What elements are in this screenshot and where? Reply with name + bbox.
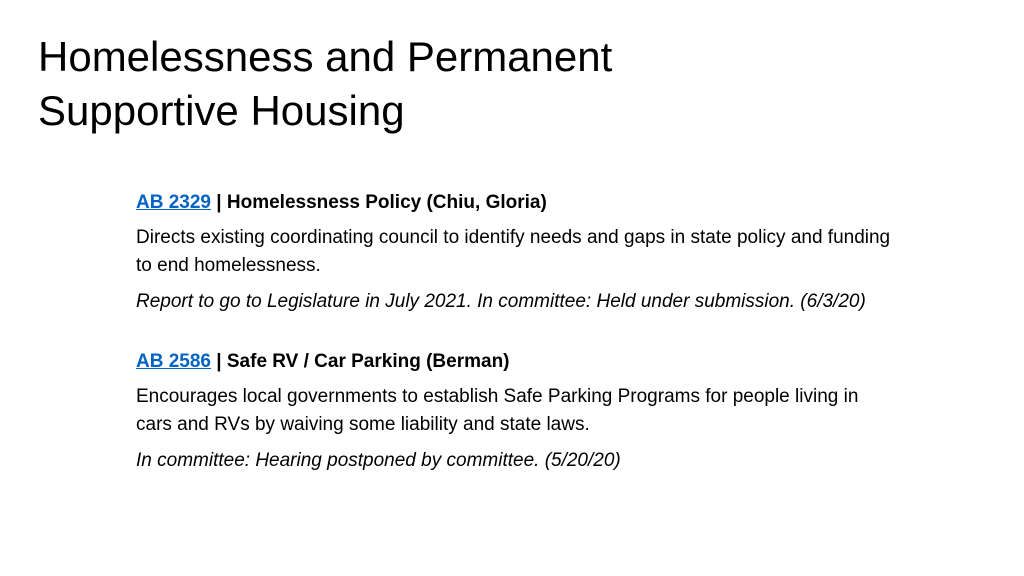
bill-list <box>136 189 896 475</box>
slide-title-line-1: Homelessness and Permanent <box>38 33 613 80</box>
bill-number-link[interactable]: AB 2586 <box>136 351 211 372</box>
bill-separator: | <box>211 192 227 213</box>
bill-description: Directs existing coordinating council to identify needs and gaps in state policy and funding to end homelessness. <box>136 227 891 276</box>
slide-title <box>38 30 938 138</box>
bill-status: Report to go to Legislature in July 2021. In committee: Held under submission. (6/3/20) <box>136 291 866 312</box>
bill-number-link[interactable]: AB 2329 <box>136 192 211 213</box>
bill-name: Homelessness Policy (Chiu, Gloria) <box>226 192 547 213</box>
bill-description: Encourages local governments to establish Safe Parking Programs for people living in cars and RVs by waiving some liability and state laws. <box>136 386 859 435</box>
bill-heading <box>136 348 896 376</box>
bill-heading <box>136 189 896 217</box>
bill-status: In committee: Hearing postponed by committee. (5/20/20) <box>136 450 621 471</box>
bill-separator: | <box>211 351 227 372</box>
bill-item <box>136 348 896 475</box>
bill-name: Safe RV / Car Parking (Berman) <box>226 351 510 372</box>
slide-title-line-2: Supportive Housing <box>38 87 405 134</box>
bill-item <box>136 189 896 316</box>
